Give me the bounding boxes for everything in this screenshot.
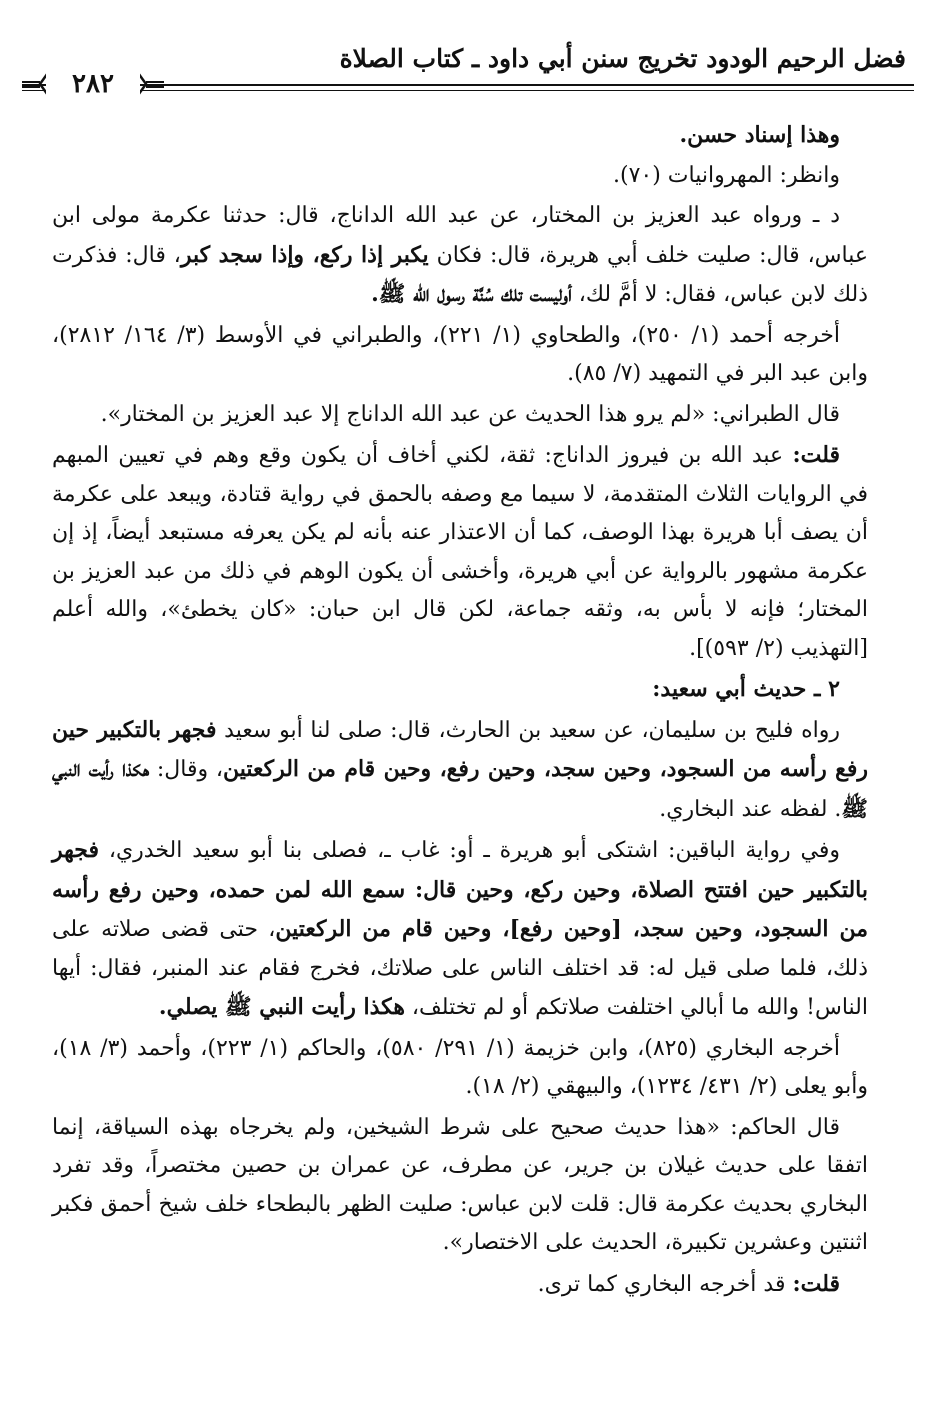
text-run-bold: فجهر بالتكبير حين افتتح الصلاة، وحين ركع، وحين قال: سمع الله لمن حمده، وحين رفع رأسه من السجود، وحين سجد، [وحين رفع]، وحين قام من الركعتين <box>52 837 869 942</box>
text-run: رواه فليح بن سليمان، عن سعيد بن الحارث، قال: صلى لنا أبو سعيد <box>216 717 840 743</box>
text-run-bold: فجهر بالتكبير حين رفع رأسه من السجود، وحين سجد، وحين رفع، وحين قام من الركعتين <box>52 716 868 782</box>
running-title: فضل الرحيم الودود تخريج سنن أبي داود ـ كتاب الصلاة <box>339 44 906 73</box>
text-run-bold: هكذا رأيت النبي ﷺ يصلي. <box>158 994 405 1020</box>
text-run-bold: يكبر إذا ركع، وإذا سجد كبر <box>180 241 429 268</box>
text-run: ، حتى قضى صلاته على ذلك، فلما صلى قيل له: قد اختلف الناس على صلاتك، فخرج فقام عند المنبر، فقال: أيها الناس! والله ما أبالي اختلفت صلاتكم أو لم تختلف، <box>52 917 868 1020</box>
comment-label: قلت: <box>792 1270 840 1297</box>
section-heading: ٢ ـ حديث أبي سعيد: <box>652 676 840 702</box>
page-body <box>52 116 868 1306</box>
text-run: ، وقال: <box>149 757 223 782</box>
paragraph-takhrij-2: أخرجه البخاري (٨٢٥)، وابن خزيمة (١/ ٢٩١/ ٥٨٠)، والحاكم (١/ ٢٢٣)، وأحمد (٣/ ١٨)، وأبو يعلى (٢/ ٤٣١/ ١٢٣٤)، والبيهقي (٢/ ١٨). <box>52 1035 868 1099</box>
paragraph-other-narrations <box>52 831 868 1028</box>
paragraph-narration-d <box>52 197 868 315</box>
text-run: عبد الله بن فيروز الداناج: ثقة، لكني أخاف أن يكون وقع وهم في تعيين المبهم في الروايات الثلاث المتقدمة، لا سيما مع وصفه بالحمق في رواية قتادة، ويبعد على عكرمة أن يصف أبا هريرة بهذا الوصف، كما أن الاعتذار عنه بأنه لم يكن يعرفه مستبعد أيضاً، إذ إن عكرمة مشهور بالرواية عن أبي هريرة، وأخشى أن يكون الوهم في ذلك من عبد العزيز بن المختار؛ فإنه لا بأس به، وثقه جماعة، لكن قال ابن حبان: «كان يخطئ»، والله أعلم [التهذيب (٢/ ٥٩٣)]. <box>52 443 868 661</box>
paragraph-takhrij-1: أخرجه أحمد (١/ ٢٥٠)، والطحاوي (١/ ٢٢١)، والطبراني في الأوسط (٣/ ١٦٤/ ٢٨١٢)، وابن عبد البر في التمهيد (٧/ ٨٥). <box>52 322 868 386</box>
paragraph-tabarani: قال الطبراني: «لم يرو هذا الحديث عن عبد الله الداناج إلا عبد العزيز بن المختار». <box>100 401 840 427</box>
paragraph-isnad: وهذا إسناد حسن. <box>679 122 840 148</box>
paragraph-hakim: قال الحاكم: «هذا حديث صحيح على شرط الشيخين، ولم يخرجاه بهذه السياقة، إنما اتفقا على حديث غيلان بن جرير، عن مطرف، عن عمران بن حصين مختصراً، وقد تفرد البخاري بحديث عكرمة قال: قلت لابن عباس: صليت الظهر بالبطحاء خلف شيخ أحمق فكبر اثنتين وعشرين تكبيرة، الحديث على الاختصار». <box>52 1114 868 1255</box>
text-run: قد أخرجه البخاري كما ترى. <box>537 1271 793 1297</box>
text-run-bold: هكذا رأيت النبي ﷺ <box>52 756 868 822</box>
text-run: وفي رواية الباقين: اشتكى أبو هريرة ـ أو: غاب ـ، فصلى بنا أبو سعيد الخدري، <box>99 838 840 863</box>
text-run: . لفظه عند البخاري. <box>659 796 842 822</box>
page-number-ornament <box>22 66 164 102</box>
text-run-bold: أوليست تلك سُنَّة رسول الله ﷺ. <box>371 281 572 307</box>
page-header <box>22 40 914 102</box>
paragraph-comment-1 <box>52 436 868 668</box>
text-run: د ـ ورواه عبد العزيز بن المختار، عن عبد الله الداناج، قال: حدثنا عكرمة مولى ابن عباس، قال: صليت خلف أبي هريرة، قال: فكان <box>52 203 868 268</box>
paragraph-narration-abu-said <box>52 711 868 830</box>
page-number: ٢٨٢ <box>46 66 140 102</box>
paragraph-see-also: وانظر: المهروانيات (٧٠). <box>613 162 840 188</box>
text-run: ، قال: فذكرت ذلك لابن عباس، فقال: لا أمَّ لك، <box>52 242 868 307</box>
paragraph-comment-2 <box>52 1265 868 1305</box>
comment-label: قلت: <box>792 442 840 468</box>
